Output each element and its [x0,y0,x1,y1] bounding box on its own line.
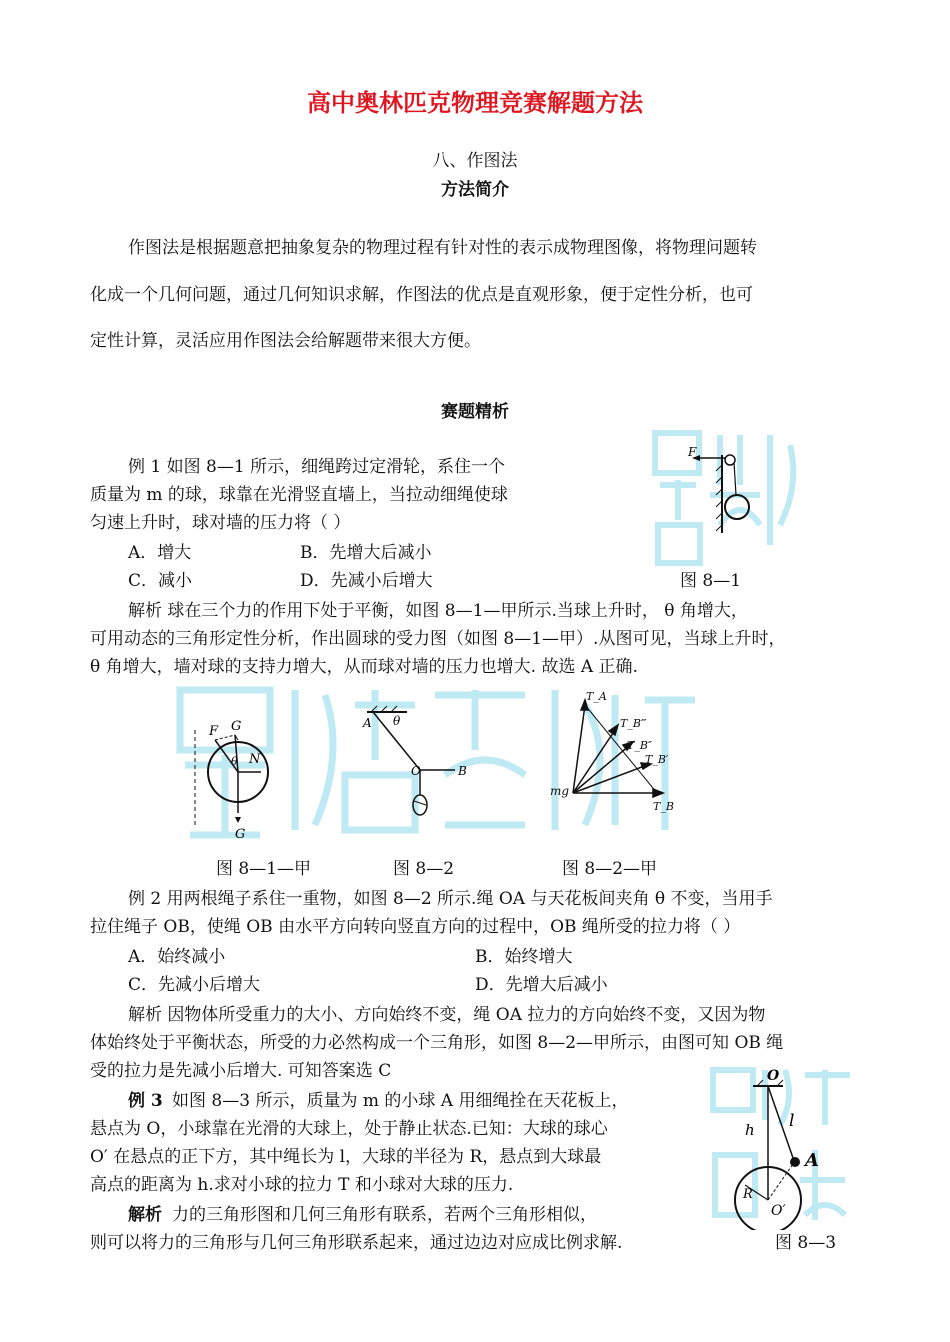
label-TB2: T_B″ [627,739,653,752]
label-h: h [745,1121,755,1139]
fig-8-1-jia [195,719,268,842]
fig-8-1-caption: 图 8—1 [680,571,742,591]
ex2-analysis-3: 受的拉力是先减小后增大. 可知答案选 C [90,1061,392,1081]
figure-row [175,685,705,845]
label-O: O [767,1068,780,1084]
intro-line-1: 作图法是根据题意把抽象复杂的物理过程有针对性的表示成物理图像，将物理问题转 [128,238,757,258]
ex2-option-b: B．始终增大 [475,947,573,967]
ex3-line-3: O′ 在悬点的正下方，其中绳长为 l，大球的半径为 R，悬点到大球最 [90,1147,602,1167]
label-A: A [805,1150,819,1171]
doc-title: 高中奥林匹克物理竞赛解题方法 [307,88,643,117]
ex2-option-d: D．先增大后减小 [475,975,608,995]
label-G-bottom: G [235,827,246,842]
label-TB1: T_B′ [645,753,669,766]
ex1-option-c: C．减小 [128,571,193,591]
ex1-line-3: 匀速上升时，球对墙的压力将（ ） [90,513,351,533]
ex2-option-c: C．先减小后增大 [128,975,261,995]
ex3-line-1: 如图 8—3 所示，质量为 m 的小球 A 用细绳拴在天花板上， [172,1091,629,1111]
intro-heading: 方法简介 [441,180,509,200]
fig-8-2-jia-caption: 图 8—2—甲 [562,859,658,879]
label-N: N [249,752,261,767]
label-R: R [743,1187,753,1202]
label-TA: T_A [586,690,607,703]
ex3-line-4: 高点的距离为 h.求对小球的拉力 T 和小球对大球的压力. [90,1175,514,1195]
ex3-label: 例 3 [128,1091,163,1111]
label-A: A [363,716,372,730]
fig-8-2-caption: 图 8—2 [393,859,455,879]
fig-8-3-caption: 图 8—3 [775,1233,837,1253]
ex3-analysis-label: 解析 [128,1205,162,1225]
ex1-option-b: B．先增大后减小 [300,543,432,563]
ex2-analysis-1: 解析 因物体所受重力的大小、方向始终不变，绳 OA 拉力的方向始终不变，又因为物 [128,1005,766,1025]
intro-line-2: 化成一个几何问题，通过几何知识求解，作图法的优点是直观形象，便于定性分析，也可 [90,285,753,305]
figure-8-1 [650,425,810,570]
ex1-option-a: A．增大 [128,543,192,563]
section-heading: 赛题精析 [441,402,509,422]
label-B: B [458,764,467,778]
figure-8-3 [705,1060,865,1230]
ex3-line-2: 悬点为 O，小球靠在光滑的大球上，处于静止状态.已知：大球的球心 [90,1119,608,1139]
ex2-line-2: 拉住绳子 OB，使绳 OB 由水平方向转向竖直方向的过程中，OB 绳所受的拉力将（ ） [90,917,741,937]
ex3-analysis-1: 力的三角形图和几何三角形有联系，若两个三角形相似， [172,1205,597,1225]
label-O: O [411,764,421,778]
intro-line-3: 定性计算，灵活应用作图法会给解题带来很大方便。 [90,331,481,351]
ex3-analysis-2: 则可以将力的三角形与几何三角形联系起来，通过边边对应成比例求解. [90,1233,623,1253]
label-theta: θ [231,755,238,768]
label-theta: θ [393,714,401,728]
label-l: l [789,1111,795,1131]
watermark-seal [713,1070,850,1220]
ex2-option-a: A．始终减小 [128,947,226,967]
fig-8-1-jia-caption: 图 8—1—甲 [216,859,312,879]
chapter-heading: 八、作图法 [432,151,518,171]
ex1-option-d: D．先减小后增大 [300,571,433,591]
label-G-top: G [231,719,242,734]
ex1-analysis-3: θ 角增大，墙对球的支持力增大，从而球对墙的压力也增大. 故选 A 正确. [90,657,638,677]
watermark-seal [655,433,793,563]
label-O-prime: O′ [771,1203,786,1219]
label-F: F [209,724,219,739]
ex2-analysis-2: 体始终处于平衡状态，所受的力必然构成一个三角形，如图 8—2—甲所示，由图可知 OB 绳 [90,1033,784,1053]
ex1-analysis-2: 可用动态的三角形定性分析，作出圆球的受力图（如图 8—1—甲）.从图可见，当球上升时， [90,629,786,649]
ex2-line-1: 例 2 用两根绳子系住一重物，如图 8—2 所示.绳 OA 与天花板间夹角 θ 不变，当用手 [128,889,773,909]
ball [725,495,749,519]
label-F: F [688,445,697,459]
ex1-line-1: 例 1 如图 8—1 所示，细绳跨过定滑轮，系住一个 [128,457,506,477]
label-TB: T_B [653,800,674,813]
ex1-line-2: 质量为 m 的球，球靠在光滑竖直墙上，当拉动细绳使球 [90,485,508,505]
label-TB3: T_B‴ [620,717,647,730]
ex1-analysis-1: 解析 球在三个力的作用下处于平衡，如图 8—1—甲所示.当球上升时， θ 角增大， [128,601,748,621]
label-mg: mg [550,784,570,798]
